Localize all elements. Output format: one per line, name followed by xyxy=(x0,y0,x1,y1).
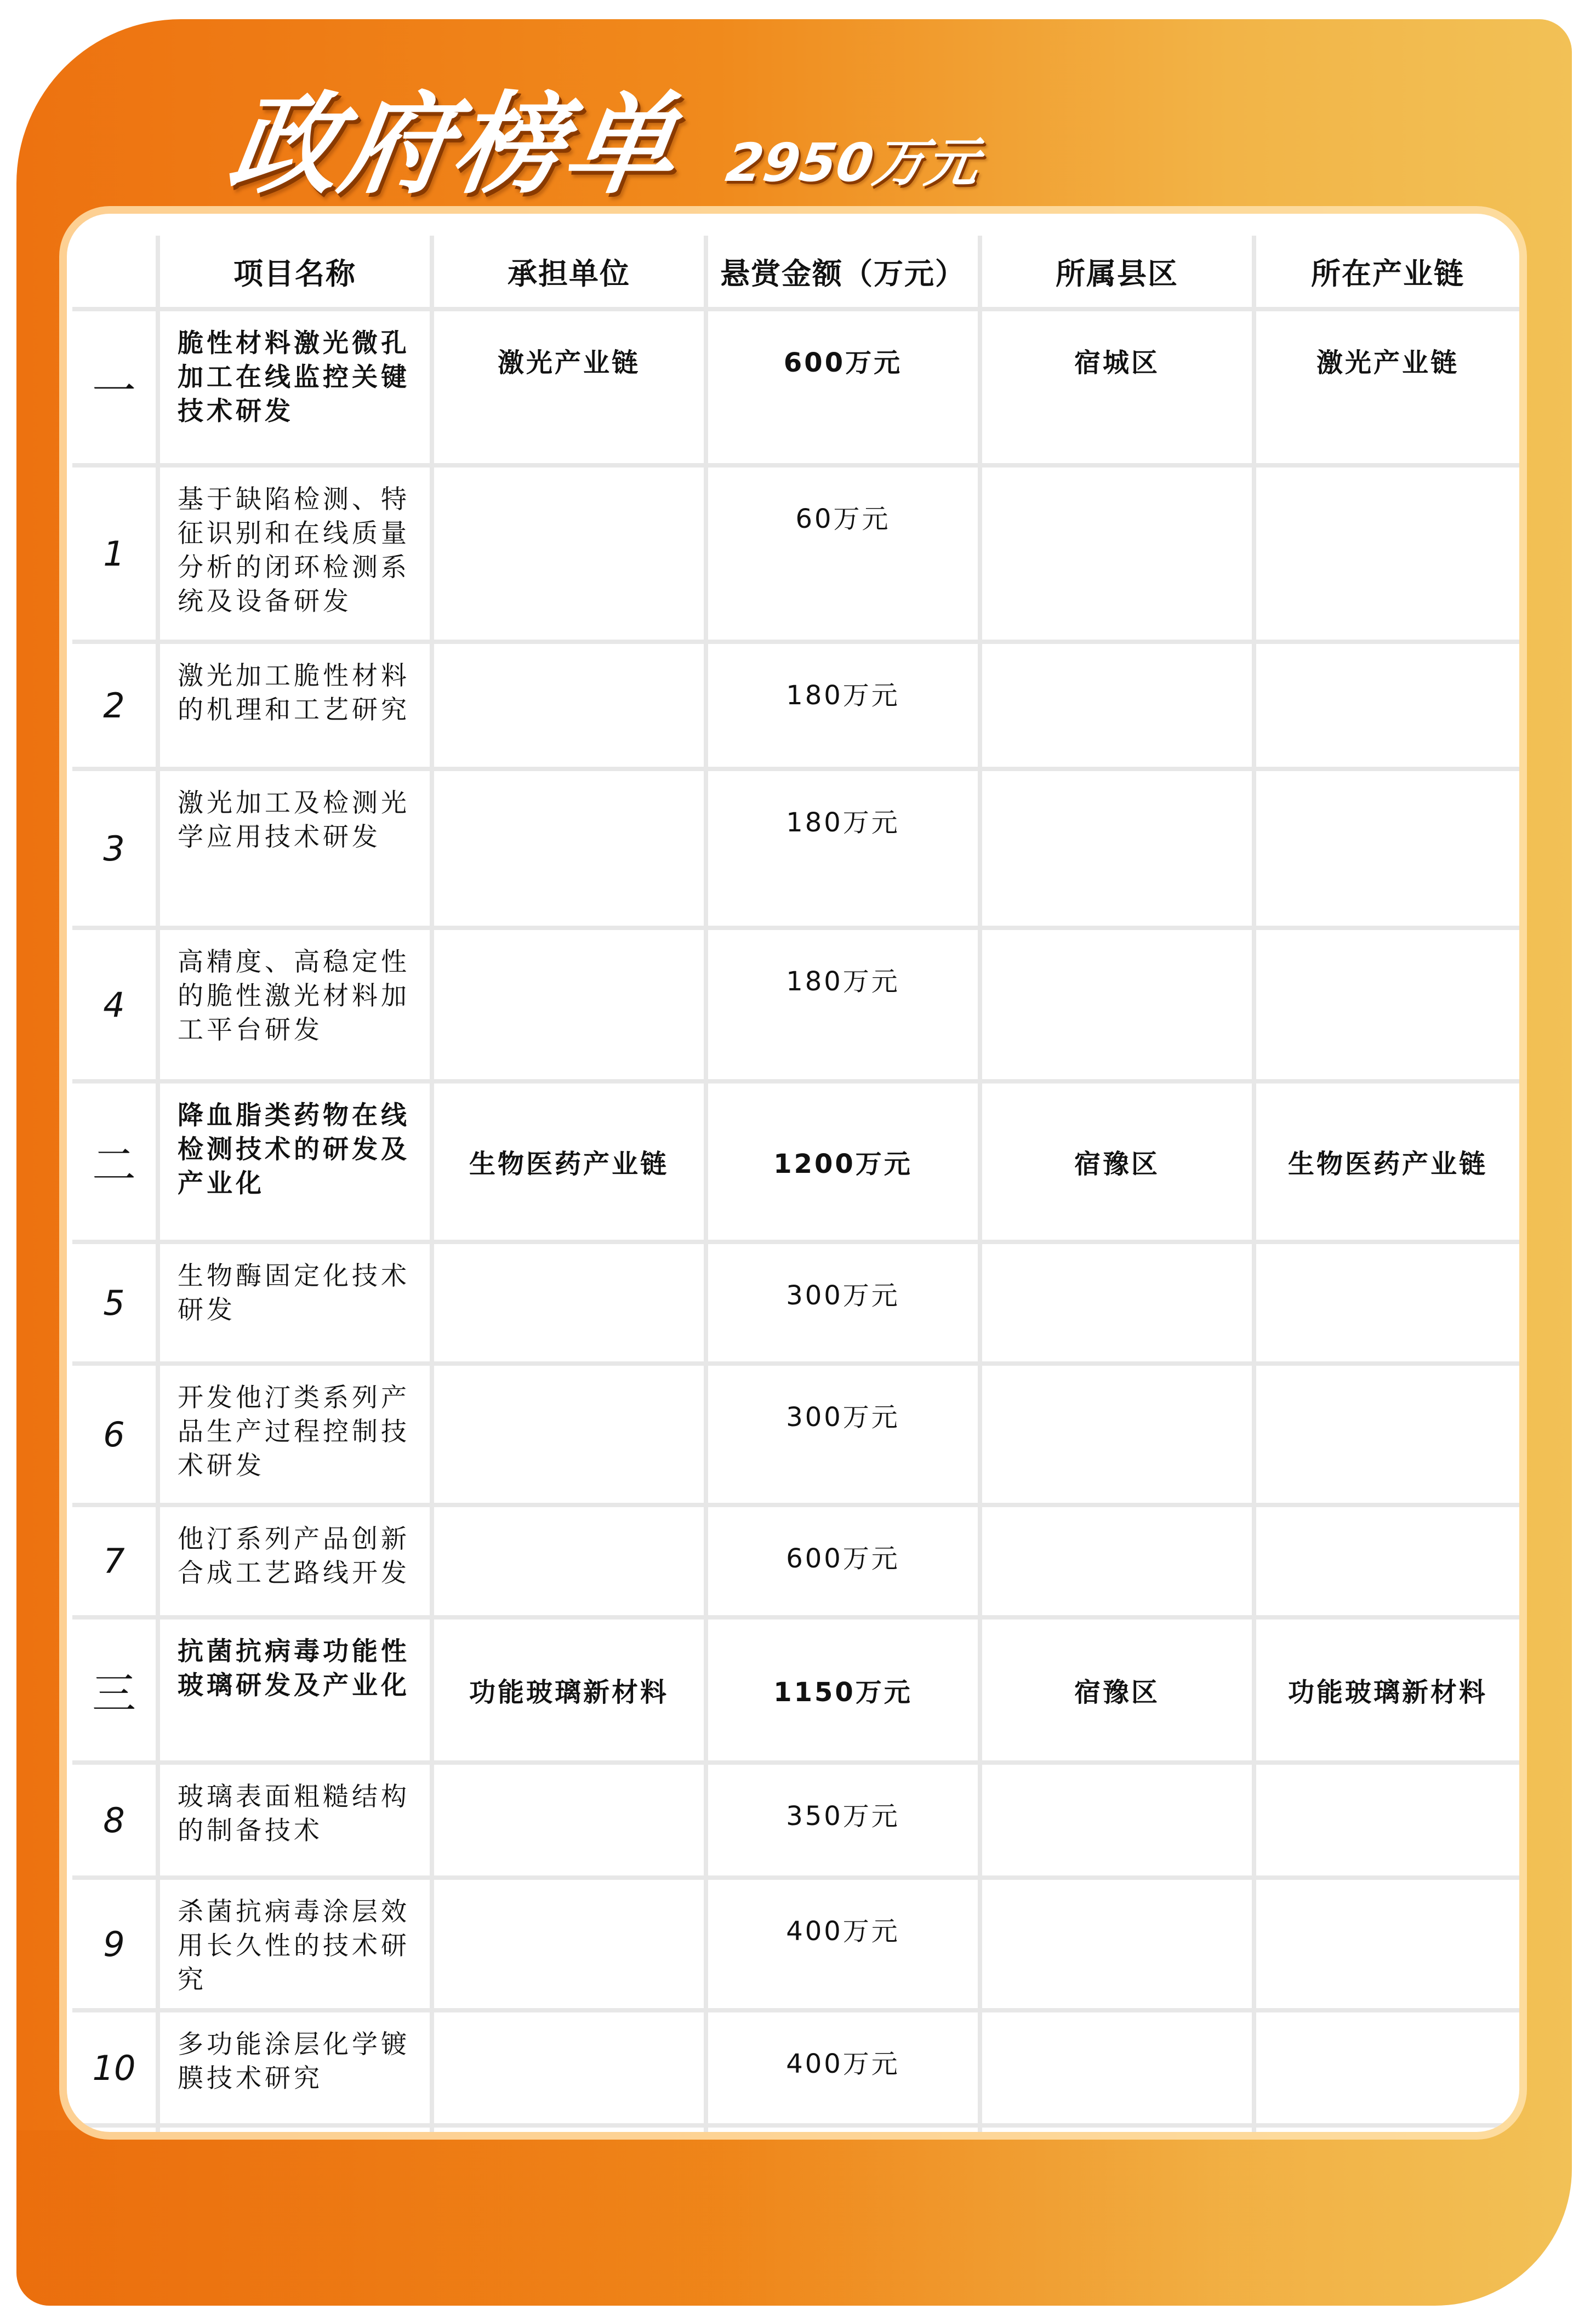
project-table xyxy=(72,236,1519,2132)
responsible-unit xyxy=(434,2012,708,2128)
table-row-section-2 xyxy=(72,1084,1519,1244)
total-amount: 2950万元 xyxy=(722,132,983,193)
reward-amount: 180万元 xyxy=(708,930,982,1084)
district xyxy=(982,771,1256,930)
row-index: 10 xyxy=(72,2012,160,2128)
page-title: 政府榜单 xyxy=(221,81,687,209)
responsible-unit xyxy=(434,644,708,771)
responsible-unit: 激光产业链 xyxy=(434,311,708,467)
project-name: 基于缺陷检测、特征识别和在线质量分析的闭环检测系统及设备研发 xyxy=(160,467,434,644)
column-header-index xyxy=(72,236,160,311)
industry-chain xyxy=(1256,1765,1519,1880)
responsible-unit xyxy=(434,1765,708,1880)
table-row xyxy=(72,771,1519,930)
row-index: 5 xyxy=(72,1244,160,1366)
industry-chain xyxy=(1256,2012,1519,2128)
responsible-unit xyxy=(434,467,708,644)
project-name: 开发他汀类系列产品生产过程控制技术研发 xyxy=(160,1366,434,1507)
reward-amount: 300万元 xyxy=(708,1244,982,1366)
reward-amount: 1150万元 xyxy=(708,1620,982,1765)
industry-chain xyxy=(1256,771,1519,930)
district: 宿豫区 xyxy=(982,1620,1256,1765)
responsible-unit: 生物医药产业链 xyxy=(434,1084,708,1244)
row-index: 3 xyxy=(72,771,160,930)
district xyxy=(982,1765,1256,1880)
responsible-unit xyxy=(434,1366,708,1507)
table-card xyxy=(67,214,1519,2132)
row-index: 8 xyxy=(72,1765,160,1880)
project-name: 降血脂类药物在线检测技术的研发及产业化 xyxy=(160,1084,434,1244)
reward-amount: 180万元 xyxy=(708,644,982,771)
column-header-unit: 承担单位 xyxy=(434,236,708,311)
row-index: 6 xyxy=(72,1366,160,1507)
table-row xyxy=(72,1765,1519,1880)
project-name: 生物酶固定化技术研发 xyxy=(160,1244,434,1366)
industry-chain: 激光产业链 xyxy=(1256,311,1519,467)
row-index: 2 xyxy=(72,644,160,771)
responsible-unit xyxy=(434,930,708,1084)
project-name: 多功能涂层化学镀膜技术研究 xyxy=(160,2012,434,2128)
reward-amount: 60万元 xyxy=(708,467,982,644)
project-name: 他汀系列产品创新合成工艺路线开发 xyxy=(160,1507,434,1620)
table-row xyxy=(72,1366,1519,1507)
reward-amount: 180万元 xyxy=(708,771,982,930)
table-row xyxy=(72,467,1519,644)
project-name: 激光加工及检测光学应用技术研发 xyxy=(160,771,434,930)
district xyxy=(982,2012,1256,2128)
column-header-name: 项目名称 xyxy=(160,236,434,311)
district: 宿城区 xyxy=(982,311,1256,467)
industry-chain xyxy=(1256,467,1519,644)
row-index: 1 xyxy=(72,467,160,644)
table-header-row xyxy=(72,236,1519,311)
table-row xyxy=(72,2012,1519,2128)
industry-chain xyxy=(1256,930,1519,1084)
reward-amount: 400万元 xyxy=(708,1880,982,2012)
table-row-section-1 xyxy=(72,311,1519,467)
table-row xyxy=(72,1880,1519,2012)
row-index: 4 xyxy=(72,930,160,1084)
table-row-continuation xyxy=(72,2128,1519,2132)
column-header-district: 所属县区 xyxy=(982,236,1256,311)
project-name: 高精度、高稳定性的脆性激光材料加工平台研发 xyxy=(160,930,434,1084)
industry-chain: 功能玻璃新材料 xyxy=(1256,1620,1519,1765)
industry-chain xyxy=(1256,1507,1519,1620)
row-index: 一 xyxy=(72,311,160,467)
table-row xyxy=(72,930,1519,1084)
row-index: 二 xyxy=(72,1084,160,1244)
responsible-unit xyxy=(434,1244,708,1366)
reward-amount: 350万元 xyxy=(708,1765,982,1880)
reward-amount: 300万元 xyxy=(708,1366,982,1507)
column-header-amount: 悬赏金额（万元） xyxy=(708,236,982,311)
reward-amount: 1200万元 xyxy=(708,1084,982,1244)
table-row xyxy=(72,644,1519,771)
district xyxy=(982,1880,1256,2012)
project-name: 激光加工脆性材料的机理和工艺研究 xyxy=(160,644,434,771)
industry-chain xyxy=(1256,1880,1519,2012)
project-name: 杀菌抗病毒涂层效用长久性的技术研究 xyxy=(160,1880,434,2012)
industry-chain xyxy=(1256,1366,1519,1507)
district xyxy=(982,467,1256,644)
row-index: 7 xyxy=(72,1507,160,1620)
reward-amount: 600万元 xyxy=(708,311,982,467)
industry-chain xyxy=(1256,1244,1519,1366)
district xyxy=(982,644,1256,771)
responsible-unit xyxy=(434,1880,708,2012)
column-header-chain: 所在产业链 xyxy=(1256,236,1519,311)
industry-chain: 生物医药产业链 xyxy=(1256,1084,1519,1244)
district: 宿豫区 xyxy=(982,1084,1256,1244)
district xyxy=(982,930,1256,1084)
district xyxy=(982,1507,1256,1620)
responsible-unit xyxy=(434,1507,708,1620)
reward-amount: 600万元 xyxy=(708,1507,982,1620)
table-row-section-3 xyxy=(72,1620,1519,1765)
reward-amount: 400万元 xyxy=(708,2012,982,2128)
row-index: 9 xyxy=(72,1880,160,2012)
table-row xyxy=(72,1244,1519,1366)
industry-chain xyxy=(1256,644,1519,771)
project-name: 玻璃表面粗糙结构的制备技术 xyxy=(160,1765,434,1880)
table-row xyxy=(72,1507,1519,1620)
responsible-unit xyxy=(434,771,708,930)
row-index: 三 xyxy=(72,1620,160,1765)
responsible-unit: 功能玻璃新材料 xyxy=(434,1620,708,1765)
district xyxy=(982,1366,1256,1507)
district xyxy=(982,1244,1256,1366)
header xyxy=(221,63,983,209)
project-name: 脆性材料激光微孔加工在线监控关键技术研发 xyxy=(160,311,434,467)
project-name: 抗菌抗病毒功能性玻璃研发及产业化 xyxy=(160,1620,434,1765)
